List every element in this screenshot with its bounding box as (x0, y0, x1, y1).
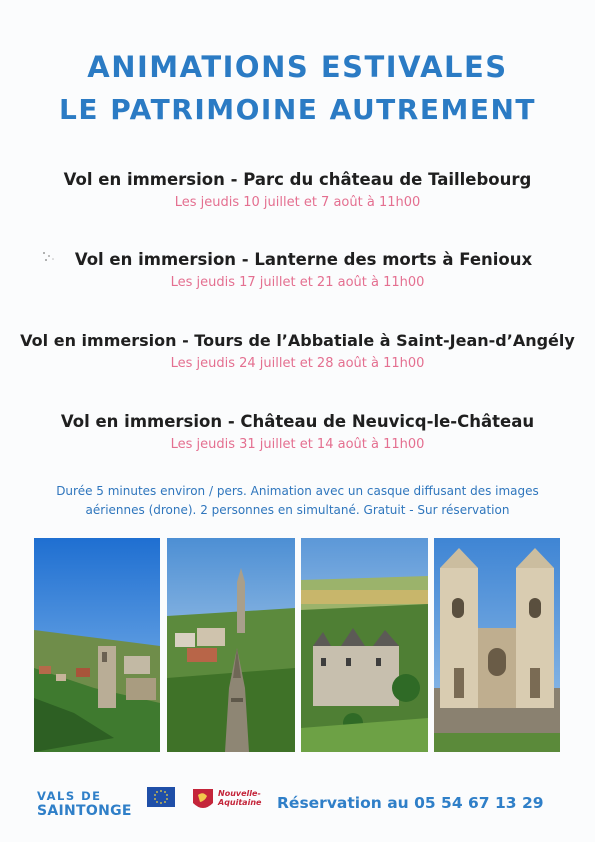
eu-flag-icon (147, 787, 175, 807)
nouvelle-aquitaine-lion-icon (191, 787, 215, 813)
event-date-taillebourg: Les jeudis 10 juillet et 7 août à 11h00 (174, 195, 421, 210)
region-name-line1: Nouvelle- (218, 789, 261, 798)
event-title-taillebourg: Vol en immersion - Parc du château de Taillebourg (63, 170, 532, 189)
scan-mark-icon (40, 250, 60, 264)
main-title-line2: LE PATRIMOINE AUTREMENT (59, 93, 536, 126)
region-name-line2: Aquitaine (218, 798, 262, 807)
photo-fenioux (167, 538, 295, 752)
reservation-phone: Réservation au 05 54 67 13 29 (277, 794, 544, 812)
photo-taillebourg (34, 538, 160, 752)
event-title-saint-jean: Vol en immersion - Tours de l’Abbatiale à Saint-Jean-d’Angély (20, 331, 575, 350)
description-line1: Durée 5 minutes environ / pers. Animation avec un casque diffusant des images (56, 484, 539, 498)
event-title-fenioux: Vol en immersion - Lanterne des morts à Fenioux (74, 250, 533, 269)
footer (0, 780, 595, 830)
event-date-neuvicq: Les jeudis 31 juillet et 14 août à 11h00 (170, 437, 425, 452)
photo-neuvicq (301, 538, 428, 752)
event-title-neuvicq: Vol en immersion - Château de Neuvicq-le-Château (60, 412, 535, 431)
nouvelle-aquitaine-logo-text (218, 789, 261, 807)
event-date-fenioux: Les jeudis 17 juillet et 21 août à 11h00 (170, 275, 425, 290)
description-line2: aériennes (drone). 2 personnes en simultané. Gratuit - Sur réservation (85, 503, 510, 517)
event-date-saint-jean: Les jeudis 24 juillet et 28 août à 11h00 (170, 356, 425, 371)
main-title-line1: ANIMATIONS ESTIVALES (87, 50, 508, 84)
vals-logo-line2: SAINTONGE (37, 803, 132, 819)
vals-logo-line1: VALS DE (37, 789, 102, 803)
vals-de-saintonge-logo (37, 789, 132, 819)
photo-saint-jean (434, 538, 560, 752)
